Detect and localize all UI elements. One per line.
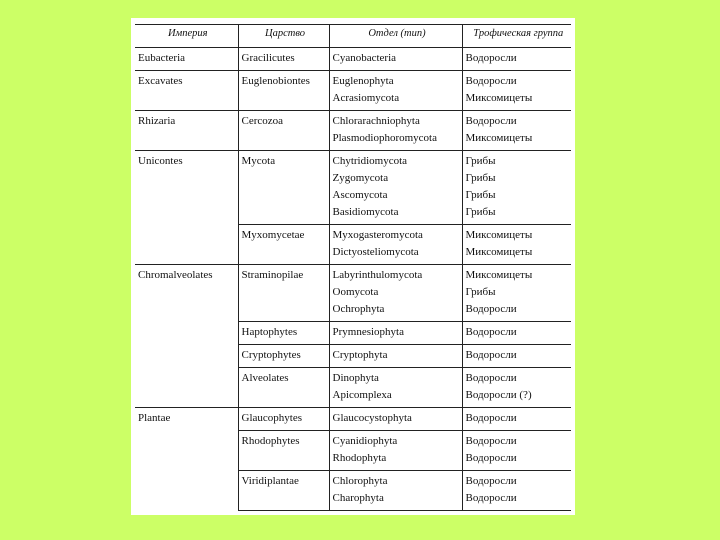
trophic-group-name: Водоросли: [465, 326, 517, 338]
empire-cell: [135, 71, 238, 111]
division-cell: [329, 225, 462, 265]
empire-name: Plantae: [138, 412, 171, 424]
trophic-cell: [462, 265, 571, 322]
kingdom-cell: [238, 431, 329, 471]
scanned-table-page: [131, 18, 575, 515]
division-cell: [329, 368, 462, 408]
division-name: Charophyta: [332, 492, 384, 504]
division-name: Oomycota: [332, 286, 379, 298]
division-name: Cryptophyta: [332, 349, 388, 361]
division-cell: [329, 431, 462, 471]
kingdom-name: Glaucophytes: [241, 412, 302, 424]
trophic-group-name: Миксомицеты: [465, 269, 533, 281]
division-cell: [329, 408, 462, 431]
trophic-group-name: Водоросли: [465, 492, 517, 504]
division-name: Ascomycota: [332, 189, 388, 201]
division-cell: [329, 345, 462, 368]
kingdom-cell: [238, 368, 329, 408]
division-name: Chlorophyta: [332, 475, 388, 487]
kingdom-cell: [238, 471, 329, 511]
kingdom-cell: [238, 408, 329, 431]
kingdom-name: Straminopilae: [241, 269, 304, 281]
empire-name: Rhizaria: [138, 115, 176, 127]
kingdom-name: Euglenobiontes: [241, 75, 310, 87]
trophic-cell: [462, 431, 571, 471]
classification-table: [135, 24, 571, 511]
header-division: Отдел (тип): [329, 25, 462, 48]
trophic-group-name: Грибы: [465, 206, 496, 218]
division-cell: [329, 111, 462, 151]
division-name: Chytridiomycota: [332, 155, 408, 167]
division-name: Cyanobacteria: [332, 52, 397, 64]
table-row: [135, 71, 571, 111]
header-empire: Империя: [135, 25, 238, 48]
empire-cell: [135, 48, 238, 71]
division-name: Acrasiomycota: [332, 92, 400, 104]
empire-name: Chromalveolates: [138, 269, 213, 281]
trophic-group-name: Водоросли: [465, 115, 517, 127]
trophic-group-name: Миксомицеты: [465, 132, 533, 144]
kingdom-cell: [238, 111, 329, 151]
trophic-group-name: Грибы: [465, 155, 496, 167]
division-name: Dictyosteliomycota: [332, 246, 419, 258]
table-row: [135, 408, 571, 431]
kingdom-cell: [238, 345, 329, 368]
trophic-group-name: Грибы: [465, 286, 496, 298]
trophic-cell: [462, 471, 571, 511]
division-name: Labyrinthulomycota: [332, 269, 423, 281]
division-name: Plasmodiophoromycota: [332, 132, 437, 144]
empire-name: Excavates: [138, 75, 183, 87]
table-row: [135, 48, 571, 71]
trophic-cell: [462, 322, 571, 345]
trophic-group-name: Водоросли: [465, 52, 517, 64]
kingdom-name: Viridiplantae: [241, 475, 299, 487]
empire-cell: [135, 265, 238, 408]
division-name: Dinophyta: [332, 372, 379, 384]
trophic-group-name: Водоросли: [465, 412, 517, 424]
division-name: Glaucocystophyta: [332, 412, 412, 424]
table-body: [135, 48, 571, 511]
kingdom-name: Cercozoa: [241, 115, 284, 127]
kingdom-name: Alveolates: [241, 372, 289, 384]
kingdom-name: Haptophytes: [241, 326, 298, 338]
table-row: [135, 151, 571, 225]
division-cell: [329, 48, 462, 71]
kingdom-name: Cryptophytes: [241, 349, 301, 361]
division-cell: [329, 322, 462, 345]
trophic-cell: [462, 71, 571, 111]
empire-name: Eubacteria: [138, 52, 186, 64]
trophic-group-name: Грибы: [465, 172, 496, 184]
division-name: Euglenophyta: [332, 75, 394, 87]
empire-cell: [135, 111, 238, 151]
trophic-group-name: Грибы: [465, 189, 496, 201]
trophic-cell: [462, 225, 571, 265]
trophic-group-name: Водоросли: [465, 435, 517, 447]
trophic-group-name: Водоросли: [465, 349, 517, 361]
trophic-group-name: Водоросли (?): [465, 389, 532, 401]
division-name: Basidiomycota: [332, 206, 399, 218]
division-name: Apicomplexa: [332, 389, 392, 401]
trophic-group-name: Водоросли: [465, 475, 517, 487]
trophic-group-name: Миксомицеты: [465, 229, 533, 241]
header-trophic-group: Трофическая группа: [462, 25, 571, 48]
empire-cell: [135, 408, 238, 511]
empire-cell: [135, 151, 238, 265]
trophic-cell: [462, 151, 571, 225]
kingdom-cell: [238, 71, 329, 111]
trophic-group-name: Водоросли: [465, 75, 517, 87]
kingdom-name: Gracilicutes: [241, 52, 295, 64]
division-name: Zygomycota: [332, 172, 389, 184]
kingdom-name: Myxomycetae: [241, 229, 305, 241]
division-cell: [329, 71, 462, 111]
trophic-cell: [462, 368, 571, 408]
division-cell: [329, 265, 462, 322]
kingdom-cell: [238, 48, 329, 71]
division-name: Rhodophyta: [332, 452, 387, 464]
header-kingdom: Царство: [238, 25, 329, 48]
kingdom-name: Mycota: [241, 155, 276, 167]
trophic-cell: [462, 48, 571, 71]
empire-name: Unicontes: [138, 155, 183, 167]
trophic-cell: [462, 111, 571, 151]
kingdom-cell: [238, 151, 329, 225]
header-row: [135, 25, 571, 48]
trophic-group-name: Водоросли: [465, 303, 517, 315]
kingdom-cell: [238, 225, 329, 265]
kingdom-name: Rhodophytes: [241, 435, 300, 447]
trophic-cell: [462, 345, 571, 368]
trophic-group-name: Миксомицеты: [465, 246, 533, 258]
kingdom-cell: [238, 322, 329, 345]
kingdom-cell: [238, 265, 329, 322]
division-name: Prymnesiophyta: [332, 326, 404, 338]
division-name: Chlorarachniophyta: [332, 115, 420, 127]
trophic-group-name: Водоросли: [465, 372, 517, 384]
division-name: Ochrophyta: [332, 303, 385, 315]
division-cell: [329, 471, 462, 511]
division-name: Myxogasteromycota: [332, 229, 423, 241]
division-name: Cyanidiophyta: [332, 435, 398, 447]
division-cell: [329, 151, 462, 225]
table-row: [135, 111, 571, 151]
table-row: [135, 265, 571, 322]
trophic-group-name: Водоросли: [465, 452, 517, 464]
trophic-group-name: Миксомицеты: [465, 92, 533, 104]
trophic-cell: [462, 408, 571, 431]
